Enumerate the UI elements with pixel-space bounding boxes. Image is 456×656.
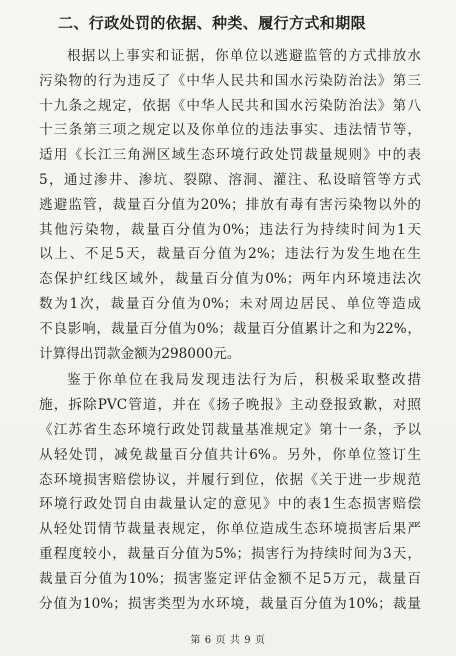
paragraph-2-line-1: 鉴于你单位在我局发现违法行为后，积极采取整改措 bbox=[67, 372, 421, 389]
paragraph-1-line-8: 其他污染物，裁量百分值为0%；违法行为持续时间为1天 bbox=[39, 221, 421, 238]
paragraph-2 bbox=[39, 368, 421, 616]
paragraph-1-line-6: 5，通过渗井、渗坑、裂隙、溶洞、灌注、私设暗管等方式 bbox=[39, 171, 421, 188]
paragraph-1-line-12: 不良影响，裁量百分值为0%；裁量百分值累计之和为22%， bbox=[39, 320, 421, 337]
paragraph-1-line-3: 十九条之规定，依据《中华人民共和国水污染防治法》第八 bbox=[39, 97, 421, 114]
paragraph-1-line-9: 以上、不足5天，裁量百分值为2%；违法行为发生地在生 bbox=[39, 246, 421, 263]
section-heading: 二、行政处罚的依据、种类、履行方式和期限 bbox=[58, 14, 367, 32]
paragraph-1-line-7: 逃避监管，裁量百分值为20%；排放有毒有害污染物以外的 bbox=[39, 196, 421, 213]
paragraph-2-line-10: 分值为10%；损害类型为水环境，裁量百分值为10%；裁量 bbox=[39, 595, 421, 612]
paragraph-1-line-1: 根据以上事实和证据，你单位以逃避监管的方式排放水 bbox=[67, 48, 421, 64]
paragraph-1-line-4: 十三条第三项之规定以及你单位的违法事实、违法情节等， bbox=[39, 122, 421, 139]
paragraph-1-line-5: 适用《长江三角洲区域生态环境行政处罚裁量规则》中的表 bbox=[39, 147, 421, 164]
paragraph-2-line-7: 从轻处罚情节裁量表规定，你单位造成生态环境损害后果严 bbox=[39, 521, 421, 538]
paragraph-2-line-5: 态环境损害赔偿协议，并履行到位，依据《关于进一步规范 bbox=[39, 471, 421, 488]
paragraph-2-line-6: 环境行政处罚自由裁量认定的意见》中的表1生态损害赔偿 bbox=[39, 496, 421, 513]
paragraph-1-line-11: 数为1次，裁量百分值为0%；未对周边居民、单位等造成 bbox=[39, 295, 421, 312]
paragraph-1-line-10: 态保护红线区域外，裁量百分值为0%；两年内环境违法次 bbox=[39, 271, 421, 288]
paragraph-1-line-2: 污染物的行为违反了《中华人民共和国水污染防治法》第三 bbox=[39, 72, 421, 89]
paragraph-2-line-2: 施，拆除PVC管道，并在《扬子晚报》主动登报致歉，对照 bbox=[39, 397, 421, 414]
paragraph-1-line-13: 计算得出罚款金额为298000元。 bbox=[39, 345, 241, 362]
page-number-footer: 第 6 页 共 9 页 bbox=[190, 635, 266, 646]
paragraph-1 bbox=[39, 44, 421, 366]
paragraph-2-line-3: 《江苏省生态环境行政处罚裁量基准规定》第十一条，予以 bbox=[39, 421, 421, 438]
paragraph-2-line-9: 裁量百分值为10%；损害鉴定评估金额不足5万元，裁量百 bbox=[39, 570, 421, 587]
paragraph-2-line-8: 重程度较小，裁量百分值为5%；损害行为持续时间为3天， bbox=[39, 545, 421, 562]
paragraph-2-line-4: 从轻处罚，减免裁量百分值共计6%。另外，你单位签订生 bbox=[39, 446, 421, 463]
document-body bbox=[39, 44, 421, 618]
